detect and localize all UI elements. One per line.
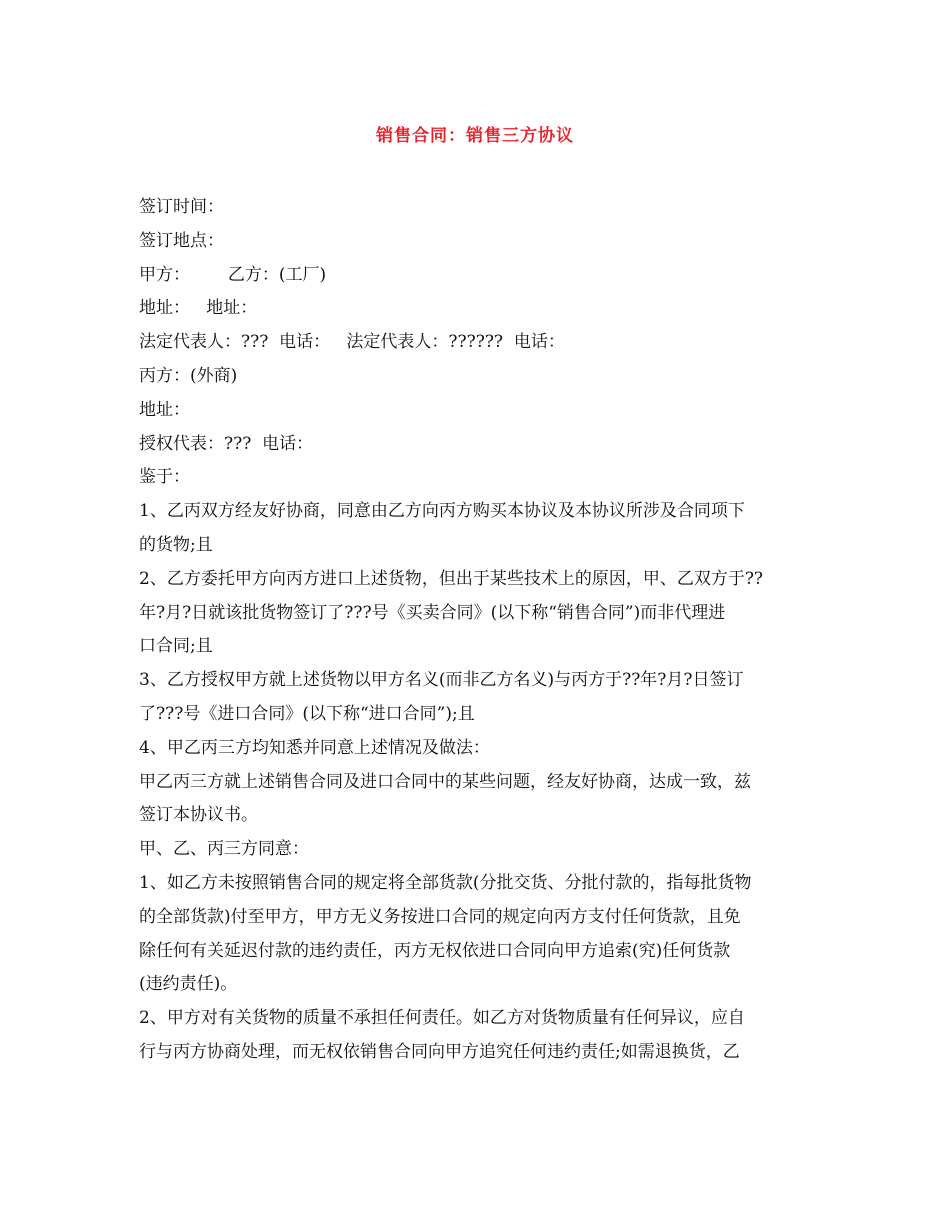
paragraph-line: 授权代表：??? 电话： — [139, 433, 314, 454]
paragraph-line: 丙方：(外商) — [139, 365, 238, 386]
paragraph-line: 行与丙方协商处理，而无权依销售合同向甲方追究任何违约责任;如需退换货，乙 — [139, 1041, 740, 1062]
paragraph-line: 地址： 地址： — [139, 298, 258, 319]
paragraph-line: 除任何有关延迟付款的违约责任，丙方无权依进口合同向甲方追索(究)任何货款 — [139, 940, 731, 961]
paragraph-line: 的货物;且 — [139, 534, 213, 555]
document-title: 销售合同：销售三方协议 — [376, 126, 574, 146]
paragraph-line: 2、甲方对有关货物的质量不承担任何责任。如乙方对货物质量有任何异议，应自 — [139, 1008, 745, 1029]
paragraph-line: 甲乙丙三方就上述销售合同及进口合同中的某些问题，经友好协商，达成一致，兹 — [139, 771, 751, 792]
paragraph-line: 法定代表人：??? 电话： 法定代表人：?????? 电话： — [139, 332, 565, 353]
paragraph-line: 的全部货款)付至甲方，甲方无义务按进口合同的规定向丙方支付任何货款，且免 — [139, 906, 741, 927]
paragraph-line: 鉴于： — [139, 467, 190, 488]
paragraph-line: 签订时间： — [139, 197, 224, 217]
paragraph-line: 年?月?日就该批货物签订了???号《买卖合同》(以下称“销售合同”)而非代理进 — [139, 602, 726, 623]
paragraph-line: 签订本协议书。 — [139, 805, 258, 826]
paragraph-line: 甲、乙、丙三方同意： — [139, 839, 309, 860]
paragraph-line: (违约责任)。 — [139, 974, 238, 995]
paragraph-line: 1、如乙方未按照销售合同的规定将全部货款(分批交货、分批付款的，指每批货物 — [139, 872, 752, 893]
paragraph-line: 3、乙方授权甲方就上述货物以甲方名义(而非乙方名义)与丙方于??年?月?日签订 — [139, 670, 744, 691]
document-body — [139, 191, 819, 1070]
paragraph-line: 甲方： 乙方：(工厂) — [139, 264, 327, 285]
paragraph-line: 口合同;且 — [139, 636, 213, 657]
paragraph-line: 了???号《进口合同》(以下称“进口合同”);且 — [139, 703, 475, 724]
paragraph-line: 1、乙丙双方经友好协商，同意由乙方向丙方购买本协议及本协议所涉及合同项下 — [139, 501, 745, 522]
paragraph-line: 地址： — [139, 399, 190, 420]
paragraph-line: 签订地点： — [139, 230, 224, 251]
paragraph-line: 4、甲乙丙三方均知悉并同意上述情况及做法： — [139, 737, 490, 758]
paragraph-line: 2、乙方委托甲方向丙方进口上述货物，但出于某些技术上的原因，甲、乙双方于?? — [139, 568, 764, 589]
